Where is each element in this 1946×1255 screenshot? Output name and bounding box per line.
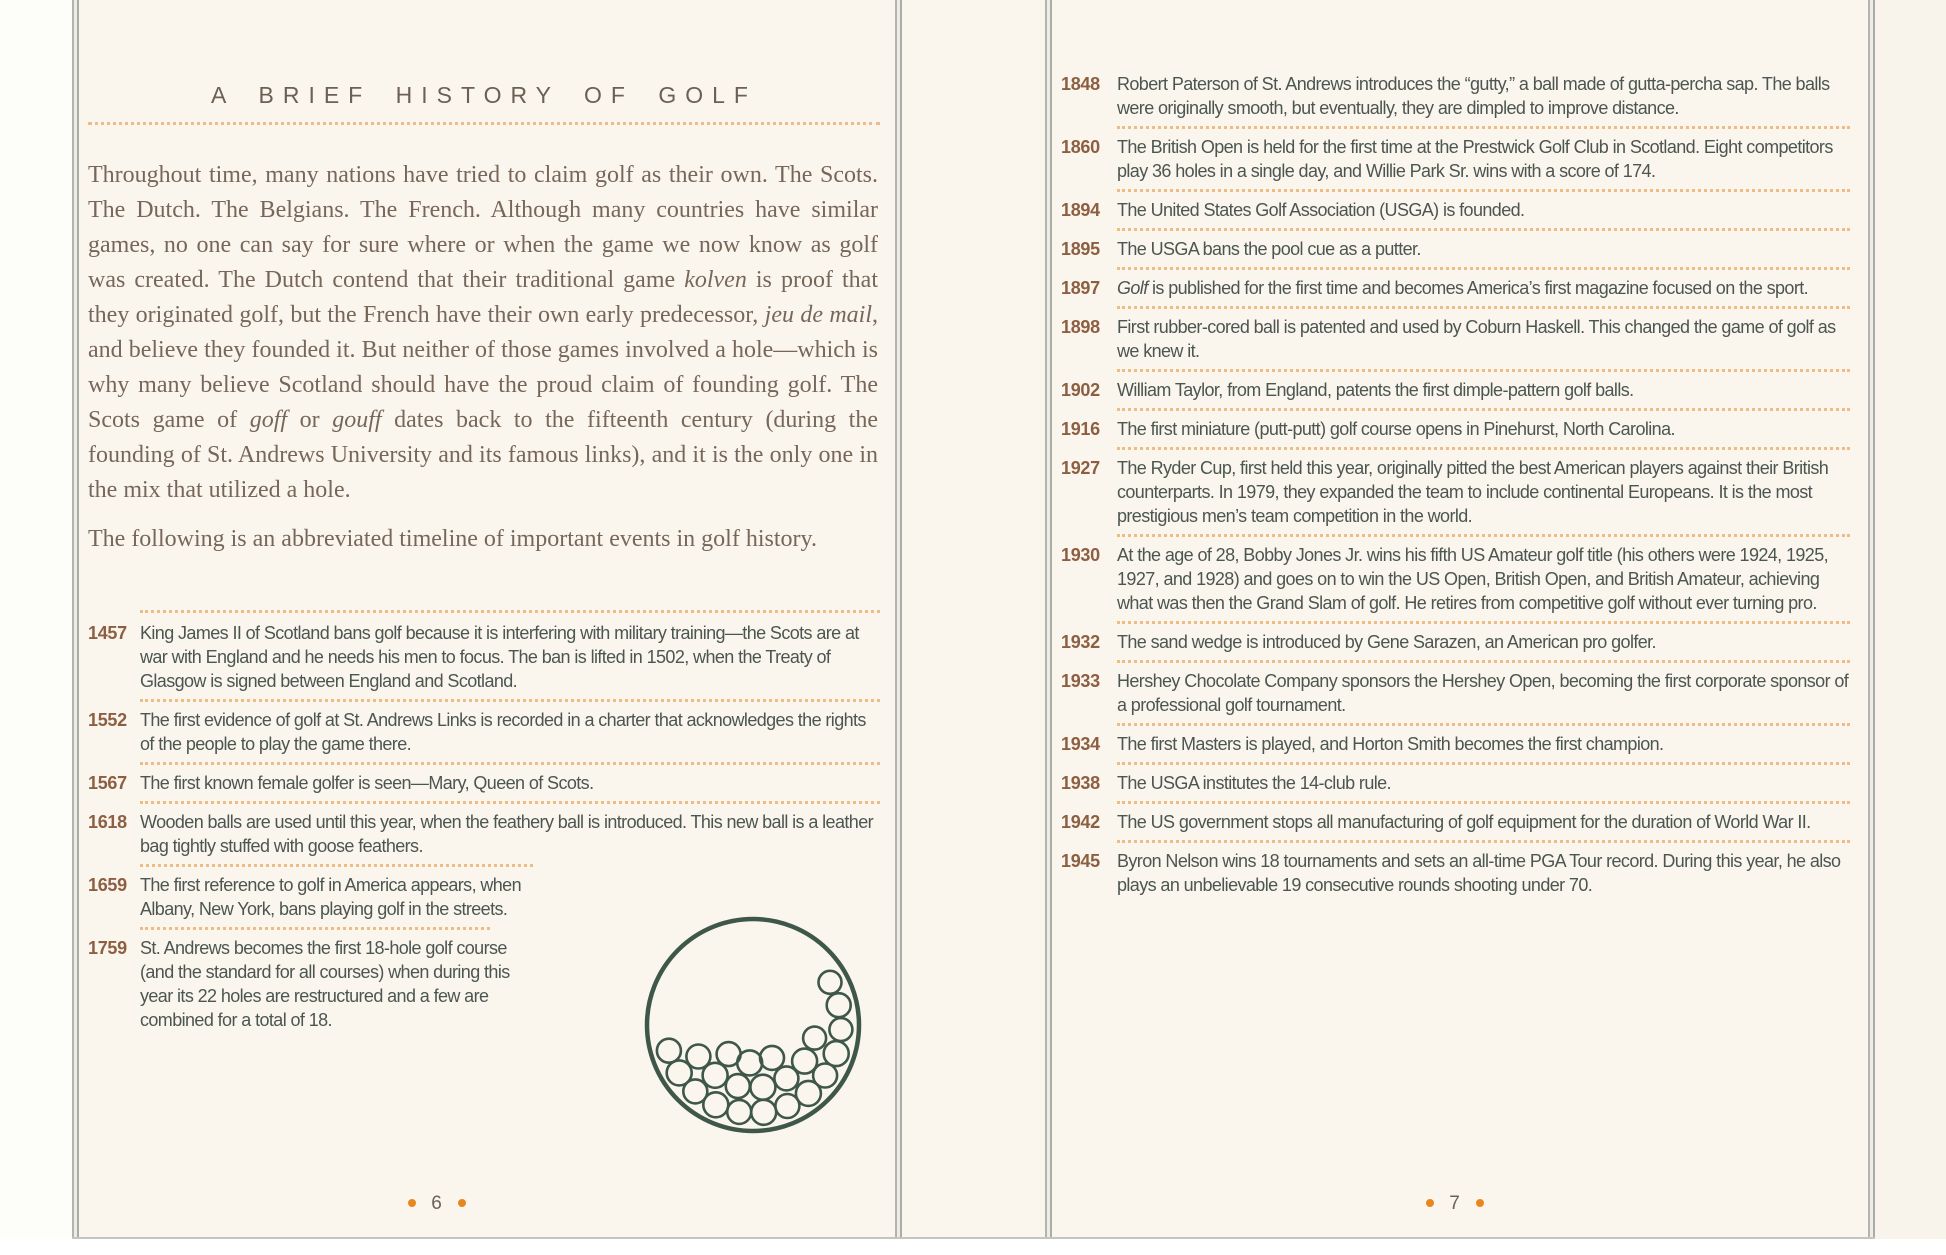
timeline-text: The British Open is held for the first time at the Prestwick Golf Club in Scotland. Eight competitors play 36 holes in a single day, and Willie Park Sr. wins with a score of 174.	[1117, 137, 1833, 181]
timeline-entry	[1061, 135, 1850, 198]
timeline-year: 1933	[1061, 671, 1100, 691]
timeline-text: The USGA bans the pool cue as a putter.	[1117, 239, 1421, 259]
timeline-entry	[88, 771, 880, 810]
timeline-year: 1618	[88, 812, 127, 832]
timeline-year: 1916	[1061, 419, 1100, 439]
timeline-entry	[1061, 669, 1850, 732]
scan-margin-bottom	[0, 1239, 1946, 1255]
dotted-separator	[140, 801, 880, 804]
page-number-dot-icon	[458, 1199, 466, 1207]
timeline-year: 1898	[1061, 317, 1100, 337]
dotted-separator	[1117, 660, 1850, 663]
title-dotted-rule	[88, 122, 880, 125]
timeline-text: Golf is published for the first time and becomes America’s first magazine focused on the sport.	[1117, 278, 1809, 298]
intro-paragraph-2: The following is an abbreviated timeline of important events in golf history.	[88, 526, 817, 552]
timeline-entry	[88, 708, 880, 771]
timeline-text: The first Masters is played, and Horton Smith becomes the first champion.	[1117, 734, 1664, 754]
dotted-separator	[140, 610, 880, 613]
timeline-text: St. Andrews becomes the first 18-hole golf course (and the standard for all courses) when during this year its 22 holes are restructured and a few are combined for a total of 18.	[140, 938, 510, 1030]
dotted-separator	[1117, 306, 1850, 309]
timeline-entry	[1061, 315, 1850, 378]
timeline-year: 1942	[1061, 812, 1100, 832]
page-title: A BRIEF HISTORY OF GOLF	[211, 82, 757, 108]
dotted-separator	[1117, 369, 1850, 372]
page-edge-line	[72, 0, 79, 1237]
timeline-text: The US government stops all manufacturing of golf equipment for the duration of World War II.	[1117, 812, 1811, 832]
timeline-entry	[1061, 543, 1850, 630]
page-number-dot-icon	[1476, 1199, 1484, 1207]
timeline-text: Hershey Chocolate Company sponsors the Hershey Open, becoming the first corporate sponsor of a professional golf tournament.	[1117, 671, 1849, 715]
timeline-year: 1945	[1061, 851, 1100, 871]
book-spread	[72, 0, 1875, 1239]
dotted-separator	[140, 864, 533, 867]
dotted-separator	[1117, 801, 1850, 804]
dotted-separator	[140, 762, 880, 765]
timeline-year: 1927	[1061, 458, 1100, 478]
timeline-entry	[1061, 276, 1850, 315]
timeline-entry	[1061, 456, 1850, 543]
timeline-year: 1860	[1061, 137, 1100, 157]
timeline-entry	[1061, 417, 1850, 456]
timeline-text: At the age of 28, Bobby Jones Jr. wins his fifth US Amateur golf title (his others were 1924, 1925, 1927, and 1928) and goes on to win the US Open, British Open, and British Amateur, achieving what was then the Grand Slam of golf. He retires from competitive golf without ever turning pro.	[1117, 545, 1829, 613]
dotted-separator	[1117, 408, 1850, 411]
golf-ball-illustration	[641, 913, 865, 1137]
dotted-separator	[1117, 126, 1850, 129]
dotted-separator	[140, 927, 490, 930]
timeline-entry	[1061, 771, 1850, 810]
page-number: 7	[1449, 1192, 1461, 1214]
timeline-text: The first evidence of golf at St. Andrews Links is recorded in a charter that acknowledges the rights of the people to play the game there.	[140, 710, 866, 754]
dotted-separator	[1117, 723, 1850, 726]
page-number-footer	[1385, 1190, 1525, 1216]
timeline-text: Robert Paterson of St. Andrews introduces the “gutty,” a ball made of gutta-percha sap. The balls were originally smooth, but eventually, they are dimpled to improve distance.	[1117, 74, 1830, 118]
dotted-separator	[140, 699, 880, 702]
timeline-year: 1932	[1061, 632, 1100, 652]
timeline-entry	[88, 810, 880, 873]
timeline-text: William Taylor, from England, patents the first dimple-pattern golf balls.	[1117, 380, 1634, 400]
timeline-text: The Ryder Cup, first held this year, originally pitted the best American players against their British counterparts. In 1979, they expanded the team to include continental Europeans. It is the most prestigious men’s team competition in the world.	[1117, 458, 1829, 526]
timeline-year: 1902	[1061, 380, 1100, 400]
dotted-separator	[1117, 447, 1850, 450]
timeline-text: First rubber-cored ball is patented and used by Coburn Haskell. This changed the game of golf as we knew it.	[1117, 317, 1836, 361]
timeline-entry	[1061, 630, 1850, 669]
dotted-separator	[1117, 189, 1850, 192]
timeline-text: The sand wedge is introduced by Gene Sarazen, an American pro golfer.	[1117, 632, 1656, 652]
timeline-year: 1848	[1061, 74, 1100, 94]
timeline-entry	[1061, 849, 1850, 897]
page-number: 6	[431, 1192, 443, 1214]
page-edge-line	[1045, 0, 1052, 1237]
timeline-year: 1567	[88, 773, 127, 793]
dotted-separator	[1117, 228, 1850, 231]
timeline-year: 1897	[1061, 278, 1100, 298]
intro-paragraph: Throughout time, many nations have tried to claim golf as their own. The Scots. The Dutch. The Belgians. The French. Although many countries have similar games, no one can say for sure where or when the game we now know as golf was created. The Dutch contend that their traditional game kolven is proof that they originated golf, but the French have their own early predecessor, jeu de mail, and believe they founded it. But neither of those games involved a hole—which is why many believe Scotland should have the proud claim of founding golf. The Scots game of goff or gouff dates back to the fifteenth century (during the founding of St. Andrews University and its famous links), and it is the only one in the mix that utilized a hole.	[88, 162, 878, 503]
timeline-year: 1934	[1061, 734, 1100, 754]
dotted-separator	[1117, 621, 1850, 624]
timeline-entry	[1061, 237, 1850, 276]
intro-section	[88, 158, 878, 557]
timeline-entry	[1061, 732, 1850, 771]
dotted-separator	[1117, 267, 1850, 270]
page-edge-line	[1868, 0, 1875, 1237]
timeline-text: King James II of Scotland bans golf because it is interfering with military training—the Scots are at war with England and he needs his men to focus. The ban is lifted in 1502, when the Treaty of Glasgow is signed between England and Scotland.	[140, 623, 859, 691]
dotted-separator	[1117, 840, 1850, 843]
timeline-text: The USGA institutes the 14-club rule.	[1117, 773, 1391, 793]
timeline-entry	[88, 621, 880, 708]
timeline-year: 1552	[88, 710, 127, 730]
timeline-year: 1894	[1061, 200, 1100, 220]
scan-margin-left	[0, 0, 72, 1239]
page-number-footer	[367, 1190, 507, 1216]
timeline-year: 1659	[88, 875, 127, 895]
timeline-year: 1457	[88, 623, 127, 643]
dotted-separator	[1117, 534, 1850, 537]
timeline-year: 1895	[1061, 239, 1100, 259]
timeline-text: The first miniature (putt-putt) golf course opens in Pinehurst, North Carolina.	[1117, 419, 1675, 439]
page-number-dot-icon	[408, 1199, 416, 1207]
page-edge-line	[895, 0, 902, 1237]
timeline-entry	[1061, 378, 1850, 417]
timeline-entry	[1061, 810, 1850, 849]
timeline-text: The first known female golfer is seen—Mary, Queen of Scots.	[140, 773, 594, 793]
timeline-right-page	[1061, 72, 1850, 897]
timeline-entry	[1061, 198, 1850, 237]
timeline-entry	[1061, 72, 1850, 135]
timeline-text: Wooden balls are used until this year, when the feathery ball is introduced. This new ball is a leather bag tightly stuffed with goose feathers.	[140, 812, 873, 856]
scan-margin-right	[1875, 0, 1946, 1239]
timeline-year: 1930	[1061, 545, 1100, 565]
timeline-year: 1938	[1061, 773, 1100, 793]
timeline-year: 1759	[88, 938, 127, 958]
timeline-text: Byron Nelson wins 18 tournaments and sets an all-time PGA Tour record. During this year, he also plays an unbelievable 19 consecutive rounds shooting under 70.	[1117, 851, 1841, 895]
timeline-text: The first reference to golf in America appears, when Albany, New York, bans playing golf in the streets.	[140, 875, 522, 919]
page-number-dot-icon	[1426, 1199, 1434, 1207]
timeline-text: The United States Golf Association (USGA) is founded.	[1117, 200, 1525, 220]
dotted-separator	[1117, 762, 1850, 765]
